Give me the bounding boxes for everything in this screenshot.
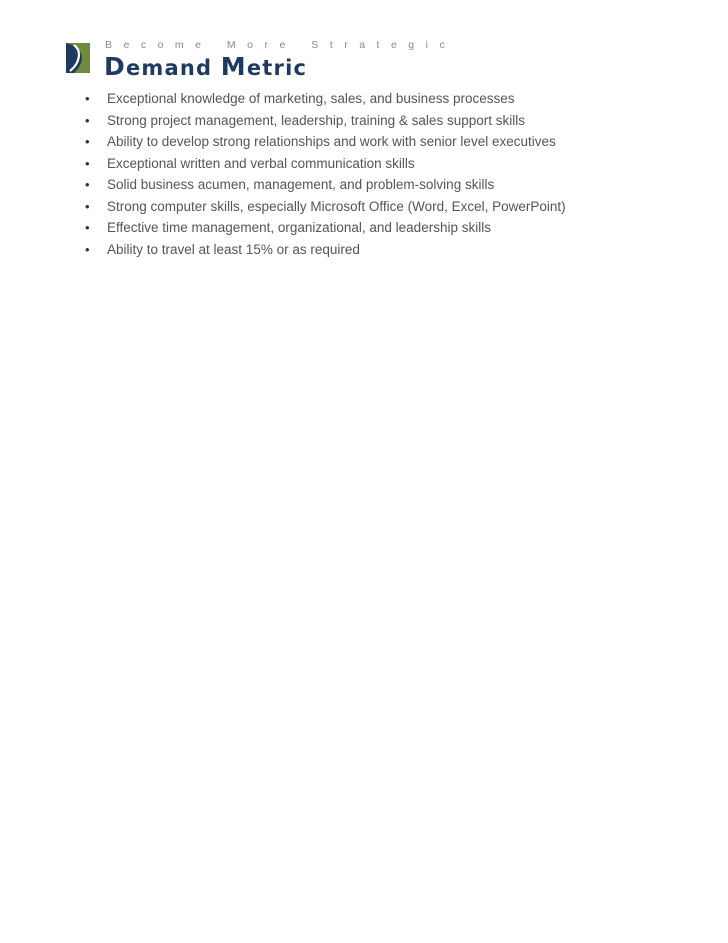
list-item-text: Exceptional knowledge of marketing, sales, and business processes xyxy=(107,91,515,106)
list-item xyxy=(85,88,566,110)
list-item-text: Ability to travel at least 15% or as required xyxy=(107,241,360,257)
list-item-text: Exceptional written and verbal communication skills xyxy=(107,155,415,171)
list-item-text: Solid business acumen, management, and problem-solving skills xyxy=(107,177,495,192)
bullet-icon: • xyxy=(85,198,90,214)
bullet-icon: • xyxy=(85,112,90,128)
list-item xyxy=(85,110,566,132)
list-item-text: Strong computer skills, especially Microsoft Office (Word, Excel, PowerPoint) xyxy=(107,198,566,214)
brand-first-rest: emand xyxy=(125,56,213,80)
brand-second-cap: M xyxy=(220,52,247,81)
bullet-icon: • xyxy=(85,134,90,149)
brand-second-rest: etric xyxy=(246,56,308,80)
list-item-text: Ability to develop strong relationships and work with senior level executives xyxy=(107,134,556,149)
tagline: Become More Strategic xyxy=(105,39,457,51)
brand-first-cap: D xyxy=(104,52,126,81)
bullet-icon: • xyxy=(85,220,90,235)
bullet-icon: • xyxy=(85,155,90,171)
bullet-icon: • xyxy=(85,241,90,257)
list-item xyxy=(85,217,566,239)
skills-list xyxy=(85,88,566,260)
brand-name xyxy=(104,52,307,81)
header xyxy=(64,38,457,81)
list-item xyxy=(85,153,566,175)
list-item xyxy=(85,174,566,196)
list-item xyxy=(85,196,566,218)
list-item-text: Strong project management, leadership, training & sales support skills xyxy=(107,112,525,128)
demand-metric-logo-icon xyxy=(64,41,92,75)
bullet-icon: • xyxy=(85,177,90,192)
list-item-text: Effective time management, organizational, and leadership skills xyxy=(107,220,491,235)
list-item xyxy=(85,239,566,261)
bullet-icon: • xyxy=(85,91,90,106)
list-item xyxy=(85,131,566,153)
